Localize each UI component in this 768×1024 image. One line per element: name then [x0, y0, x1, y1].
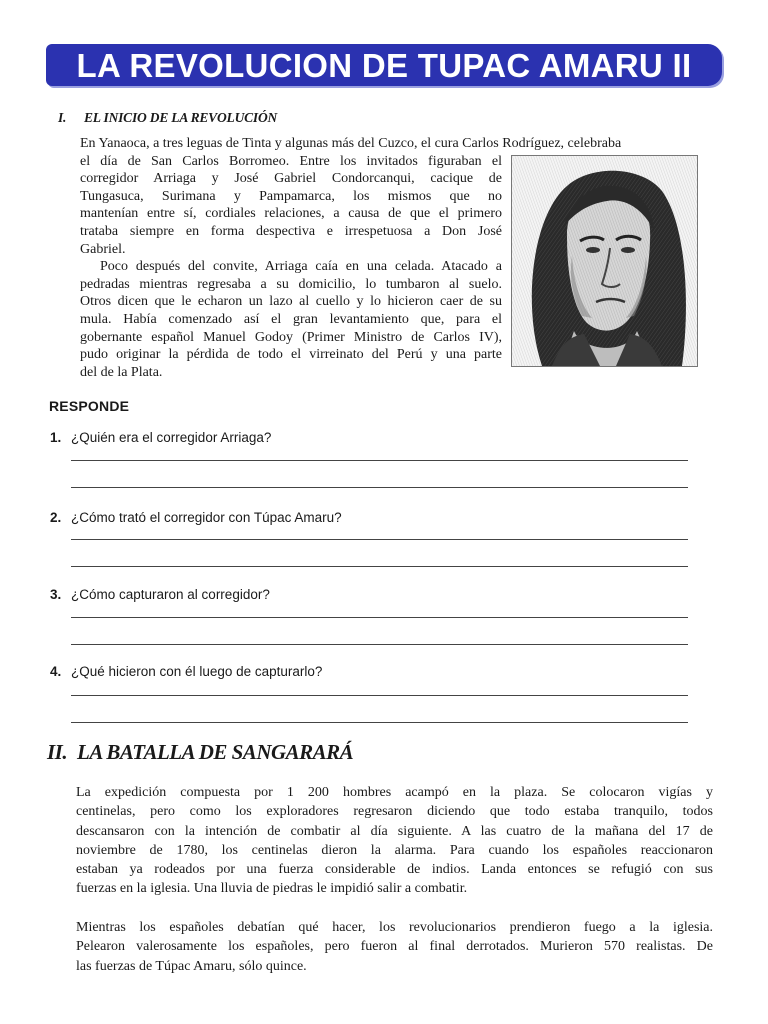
- title-banner: [46, 44, 722, 86]
- paragraph-line: trataba siempre en forma despectiva e irrespetuosa a Don José: [80, 223, 502, 239]
- paragraph-line: pedradas mientras regresaba a su domicilio, lo tumbaron al suelo.: [80, 276, 502, 292]
- section-2-heading: [47, 740, 353, 765]
- section-2-number: II.: [47, 740, 68, 764]
- paragraph-line: Mientras los españoles debatían qué hacer, los revolucionarios prendieron fuego a la iglesia.: [76, 920, 713, 935]
- paragraph-line: Otros dicen que le echaron un lazo al cuello y lo hicieron caer de su: [80, 294, 502, 310]
- respond-heading: RESPONDE: [49, 398, 130, 414]
- answer-line[interactable]: [71, 695, 688, 696]
- answer-line[interactable]: [71, 566, 688, 567]
- question-3: [50, 587, 270, 602]
- portrait-engraving-icon: [512, 156, 697, 366]
- paragraph-line: Pelearon valerosamente los españoles, pero fueron al final derrotados. Murieron 570 realistas. De: [76, 939, 713, 955]
- question-number: 4.: [50, 664, 62, 679]
- paragraph-line: mula. Había comenzado así el gran levantamiento que, para el: [80, 311, 502, 327]
- answer-line[interactable]: [71, 644, 688, 645]
- section-1-number: I.: [58, 110, 67, 125]
- portrait-image: [511, 155, 698, 367]
- question-4: [50, 664, 322, 679]
- section-2-paragraph-2: [76, 918, 713, 976]
- section-1-text-column: [80, 153, 502, 382]
- section-2-title: LA BATALLA DE SANGARARÁ: [77, 740, 354, 764]
- answer-line[interactable]: [71, 487, 688, 488]
- paragraph-line: En Yanaoca, a tres leguas de Tinta y algunas más del Cuzco, el cura Carlos Rodríguez, celebraba: [80, 136, 622, 151]
- question-text: ¿Cómo capturaron al corregidor?: [71, 587, 270, 602]
- section-1-first-line: [80, 135, 691, 153]
- paragraph-line: centinelas, pero como los exploradores regresaron diciendo que todo estaba tranquilo, todos: [76, 804, 713, 820]
- answer-line[interactable]: [71, 460, 688, 461]
- section-1-title: EL INICIO DE LA REVOLUCIÓN: [84, 110, 278, 125]
- answer-line[interactable]: [71, 722, 688, 723]
- paragraph-line: La expedición compuesta por 1 200 hombres acampó en la plaza. Se colocaron vigías y: [76, 785, 713, 800]
- question-number: 2.: [50, 510, 62, 525]
- paragraph-line: Gabriel.: [80, 241, 126, 257]
- paragraph-line: pudo originar la pérdida de todo el virreinato del Perú y una parte: [80, 347, 502, 363]
- paragraph-line: descansaron con la intención de combatir al día siguiente. A las cuatro de la mañana del 17 de: [76, 823, 713, 839]
- paragraph-line: corregidor Arriaga y José Gabriel Condorcanqui, cacique de: [80, 171, 502, 187]
- question-number: 3.: [50, 587, 62, 602]
- question-number: 1.: [50, 430, 62, 445]
- page-title: LA REVOLUCION DE TUPAC AMARU II: [76, 47, 692, 84]
- paragraph-line: del de la Plata.: [80, 364, 163, 380]
- question-text: ¿Quién era el corregidor Arriaga?: [71, 430, 272, 445]
- question-2: [50, 510, 342, 525]
- paragraph-line: fuerzas en la iglesia. Una lluvia de piedras le impidió salir a combatir.: [76, 881, 468, 897]
- answer-line[interactable]: [71, 539, 688, 540]
- question-text: ¿Qué hicieron con él luego de capturarlo?: [71, 664, 323, 679]
- section-2-paragraph-1: [76, 783, 713, 899]
- paragraph-line: gobernante español Manuel Godoy (Primer Ministro de Carlos IV),: [80, 329, 502, 345]
- question-1: [50, 430, 271, 445]
- paragraph-line: Tungasuca, Surimana y Pampamarca, los mismos que no: [80, 188, 502, 204]
- paragraph-line: el día de San Carlos Borromeo. Entre los invitados figuraban el: [80, 153, 502, 169]
- section-1-heading: [58, 110, 277, 126]
- answer-line[interactable]: [71, 617, 688, 618]
- question-text: ¿Cómo trató el corregidor con Túpac Amaru?: [71, 510, 342, 525]
- paragraph-line: mantenían entre sí, cordiales relaciones, a causa de que el primero: [80, 206, 502, 222]
- paragraph-line: estaban ya rodeados por una fuerza considerable de indios. Landa entonces se refugió con sus: [76, 862, 713, 878]
- paragraph-line: Poco después del convite, Arriaga caía en una celada. Atacado a: [100, 259, 502, 275]
- paragraph-line: las fuerzas de Túpac Amaru, sólo quince.: [76, 958, 307, 974]
- paragraph-line: noviembre de 1780, los centinelas dieron la alarma. Para cuando los españoles reaccionaron: [76, 842, 713, 858]
